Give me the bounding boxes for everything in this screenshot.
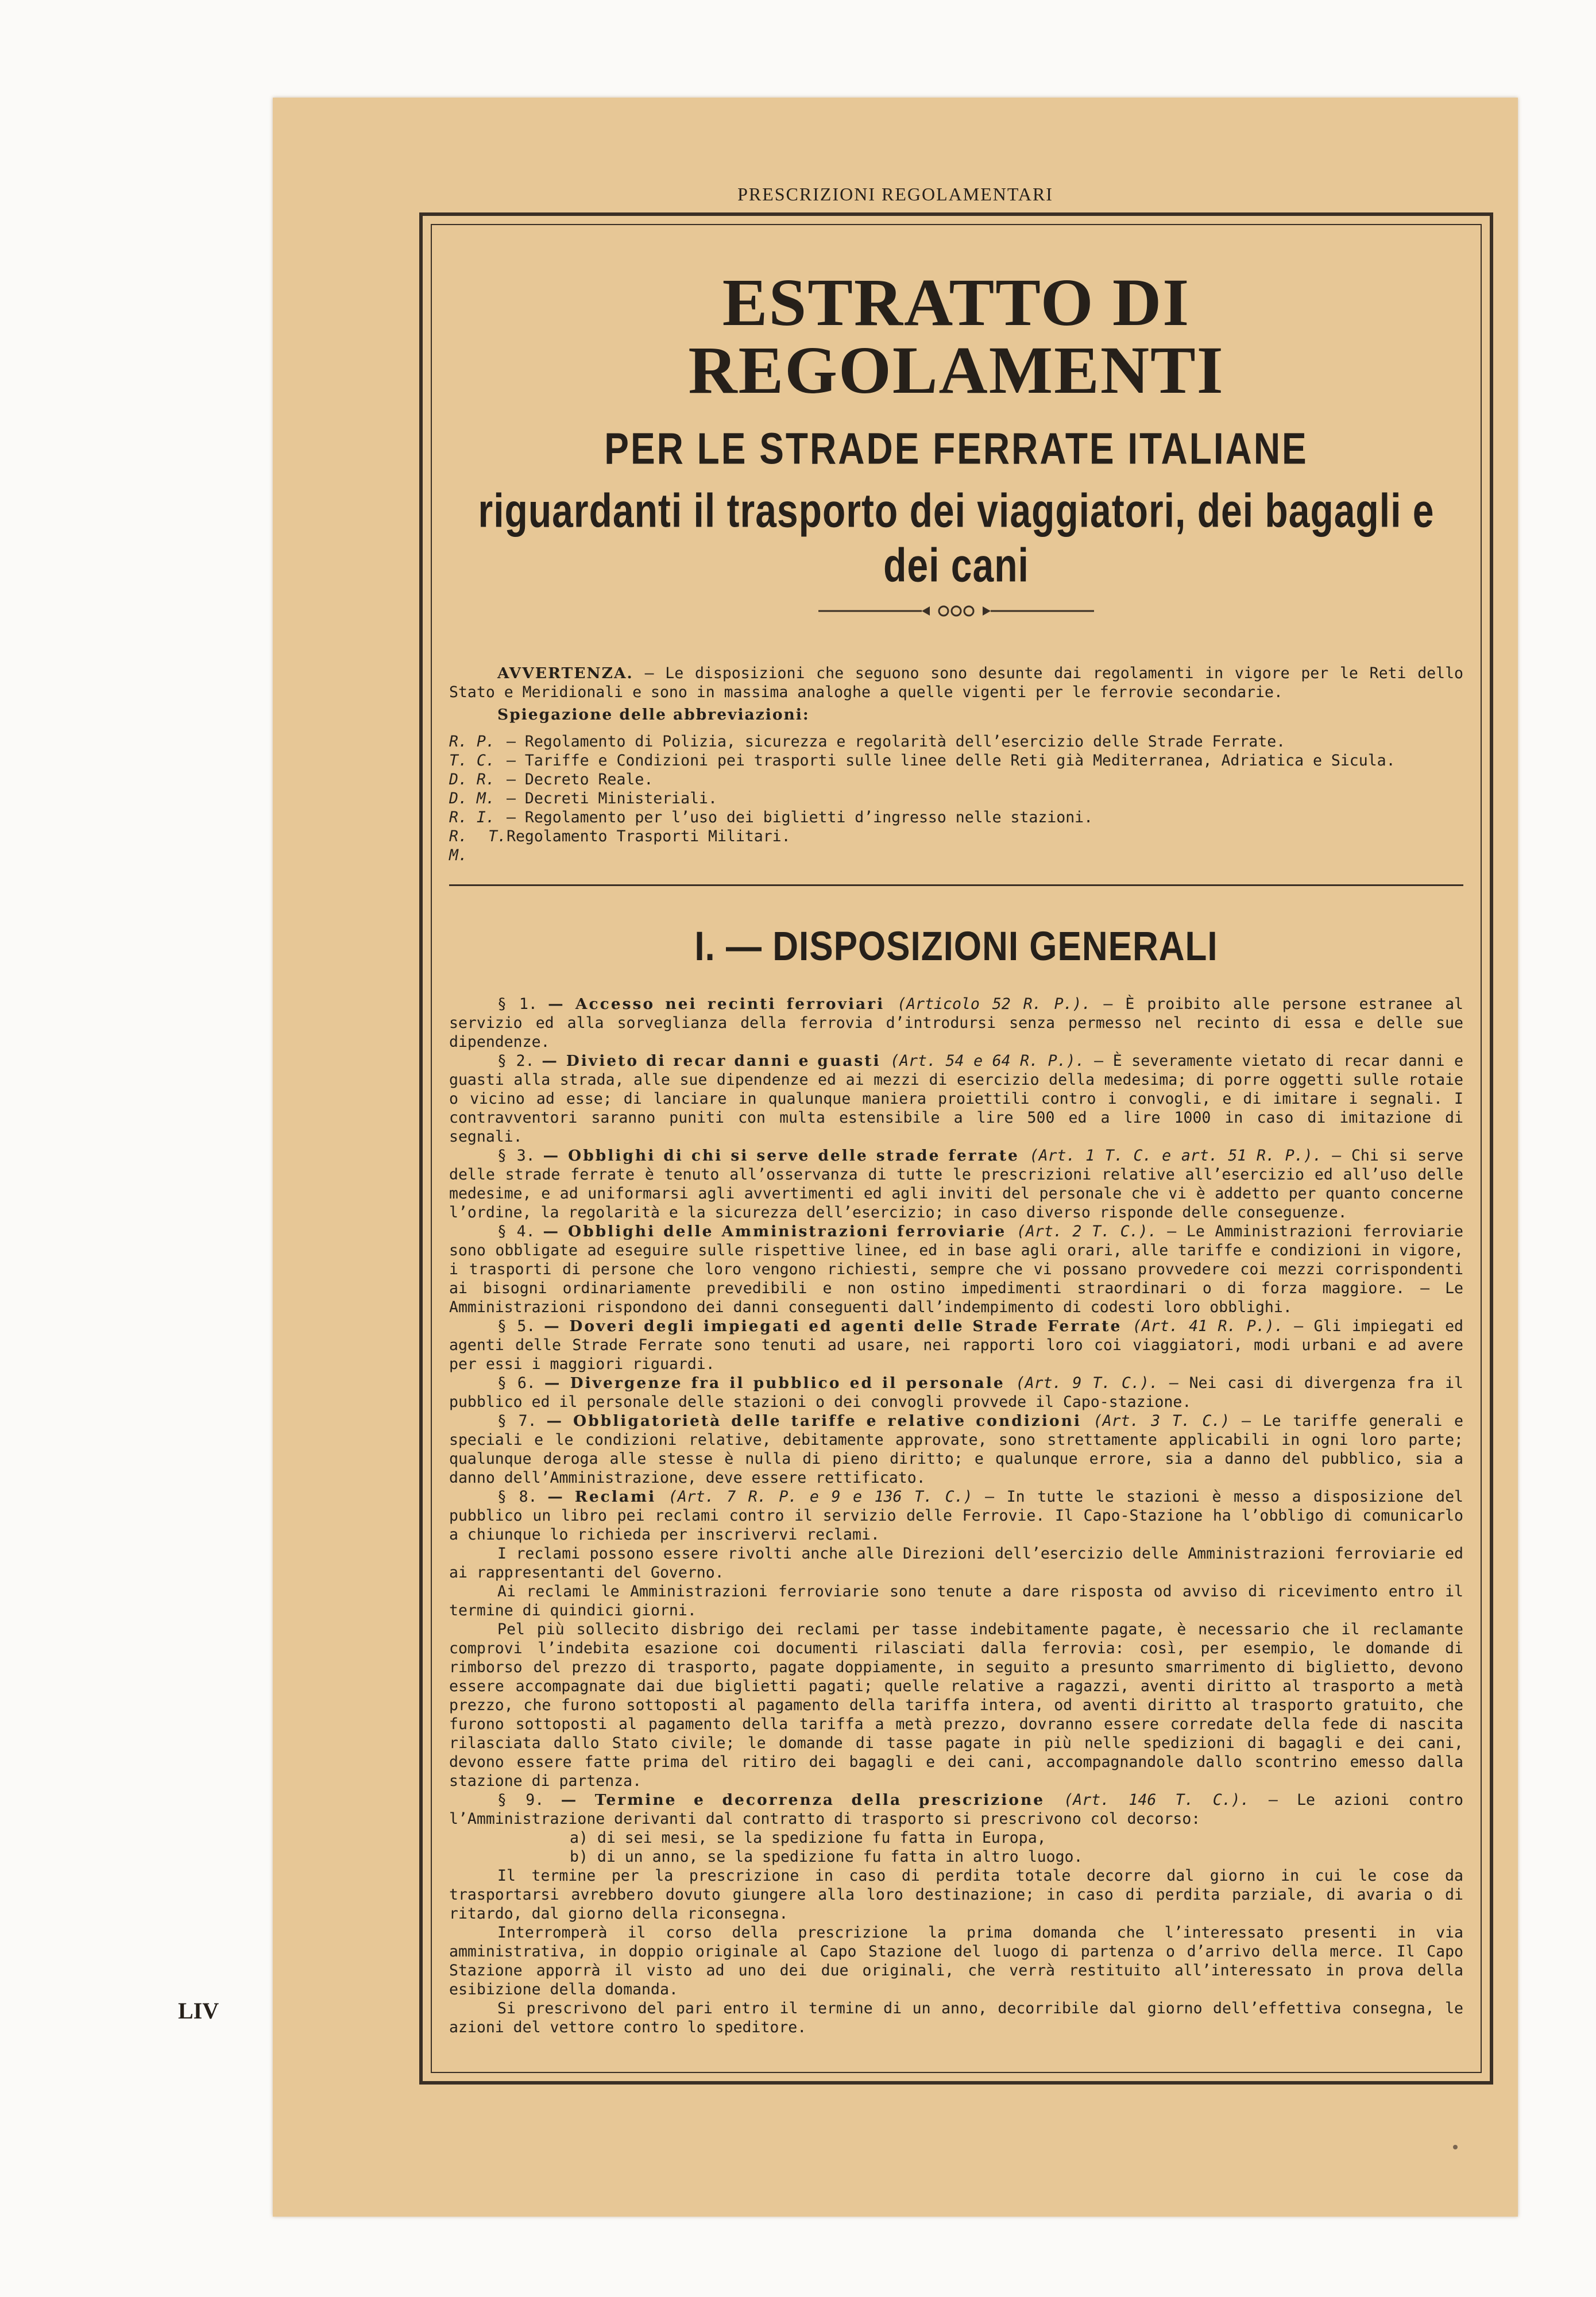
paragraph-number: § 8. (497, 1488, 538, 1506)
paragraph-continuation: Ai reclami le Amministrazioni ferroviarie sono tenute a dare risposta od avviso di ricevimento entro il termine di quindici giorni. (449, 1583, 1463, 1619)
paragraph-title: — Obblighi delle Amministrazioni ferroviarie (535, 1223, 1007, 1240)
abbreviation-key: R. T. M. (449, 827, 507, 864)
abbreviation-item (449, 789, 1463, 808)
paragraph-title: — Doveri degli impiegati ed agenti delle Strade Ferrate (535, 1317, 1122, 1335)
abbreviation-item (449, 751, 1463, 770)
paragraph-reference: (Art. 54 e 64 R. P.). (880, 1052, 1085, 1070)
margin-dot (1453, 2145, 1458, 2149)
abbreviation-value: — Decreto Reale. (507, 771, 654, 788)
paragraph-text: — Chi si serve delle strade ferrate è tenuto all’osservanza di tutte le prescrizioni relative all’esercizio ed all’uso delle medesime, e ad uniformarsi agli avvertimenti ed agli inviti del personale che vi è addetto per quanto concerne l’ordine, la regolarità e la sicurezza dell’esercizio; in caso diverso risponde delle conseguenze. (449, 1147, 1463, 1221)
regulation-paragraph (449, 995, 1463, 1051)
paragraph-reference: (Art. 3 T. C.) (1081, 1412, 1230, 1430)
abbreviation-key: D. R. (449, 771, 495, 788)
paragraph-title: — Divergenze fra il pubblico ed il personale (535, 1374, 1005, 1392)
paragraph-reference: (Art. 7 R. P. e 9 e 136 T. C.) (656, 1488, 973, 1506)
paragraph-reference: (Art. 1 T. C. e art. 51 R. P.). (1019, 1147, 1322, 1165)
abbreviation-value: — Regolamento di Polizia, sicurezza e regolarità dell’esercizio delle Strade Ferrate. (507, 733, 1286, 751)
paragraph-reference: (Art. 41 R. P.). (1122, 1317, 1284, 1335)
abbreviation-value: Regolamento Trasporti Militari. (507, 827, 791, 845)
paragraph-continuation: Si prescrivono del pari entro il termine di un anno, decorribile dal giorno dell’effettiva consegna, le azioni del vettore contro lo speditore. (449, 2000, 1463, 2036)
paragraph-title: — Accesso nei recinti ferroviari (537, 995, 885, 1013)
abbreviation-key: R. I. (449, 809, 495, 826)
abbreviation-key: T. C. (449, 752, 495, 769)
paragraph-text: — Le tariffe generali e speciali e le condizioni relative, debitamente approvate, sono strettamente applicabili in ogni loro parte; qualunque deroga alle stesse è nulla di pieno diritto; e qualunque errore, sia a danno del pubblico, sia a danno dell’Amministrazione, deve essere rettificato. (449, 1412, 1463, 1487)
paragraph-title: — Divieto di recar danni e guasti (534, 1052, 881, 1070)
regulation-sections (449, 995, 1463, 2037)
paragraph-number: § 4. (497, 1223, 535, 1240)
paragraph-reference: (Articolo 52 R. P.). (884, 995, 1091, 1013)
document-title: ESTRATTO DI REGOLAMENTI (688, 265, 1224, 408)
paragraph-continuation: Pel più sollecito disbrigo dei reclami per tasse indebitamente pagate, è necessario che il reclamante comprovi l’indebita esazione coi documenti rilasciati dalla ferrovia: così, per esempio, le domande di rimborso del prezzo di trasporto, pagate doppiamente, in seguito a presunto smarrimento di biglietto, devono essere accompagnate dai due biglietti pagati; quelle relative a ragazzi, aventi diritto al trasporto a metà prezzo, che furono sottoposti al pagamento della tariffa intera, od aventi diritto al trasporto gratuito, che furono sottoposti al pagamento della tariffa a metà prezzo, dovranno essere corredate della fede di nascita rilasciata dallo Stato civile; le domande di tasse pagate in più nelle spedizioni di bagagli e dei cani, devono essere fatte prima del ritiro dei bagagli e dei cani, accompagnandole dallo scontrino emesso dalla stazione di partenza. (449, 1621, 1463, 1790)
paragraph-continuation: I reclami possono essere rivolti anche alle Direzioni dell’esercizio delle Amministrazioni ferroviarie ed ai rappresentanti del Governo. (449, 1545, 1463, 1581)
paragraph-sub-item: b) di un anno, se la spedizione fu fatta in altro luogo. (570, 1848, 1083, 1866)
paragraph-continuation: Il termine per la prescrizione in caso di perdita totale decorre dal giorno in cui le cose da trasportarsi avrebbero dovuto giungere alla loro destinazione; in caso di perdita parziale, di avaria o di ritardo, dal giorno della riconsegna. (449, 1867, 1463, 1923)
abbreviation-value: — Tariffe e Condizioni pei trasporti sulle linee delle Reti già Mediterranea, Adriatica e Sicula. (507, 752, 1396, 769)
regulation-paragraph (449, 1412, 1463, 1487)
page-frame-inner (431, 224, 1482, 2073)
abbreviation-value: — Regolamento per l’uso dei biglietti d’ingresso nelle stazioni. (507, 809, 1093, 826)
section-divider (449, 884, 1463, 886)
regulation-paragraph (449, 1051, 1463, 1146)
abbreviations-list (449, 732, 1463, 865)
paragraph-text: — In tutte le stazioni è messo a disposizione del pubblico un libro pei reclami contro il servizio delle Ferrovie. Il Capo-Stazione ha l’obbligo di comunicarlo a chiunque lo richieda per inscrivervi reclami. (449, 1488, 1463, 1544)
abbreviation-key: R. P. (449, 733, 495, 751)
abbreviation-item (449, 770, 1463, 789)
paragraph-sub-item: a) di sei mesi, se la spedizione fu fatta in Europa, (570, 1829, 1046, 1847)
paragraph-title: — Obblighi di chi si serve delle strade ferrate (535, 1147, 1019, 1165)
paragraph-continuation: Interromperà il corso della prescrizione la prima domanda che l’interessato presenti in via amministrativa, in doppio originale al Capo Stazione del luogo di partenza o d’arrivo della merce. Il Capo Stazione apporrà il visto ad uno dei due originali, che verrà restituito all’interessato in prova della esibizione della domanda. (449, 1924, 1463, 1998)
paragraph-text: — È severamente vietato di recar danni e guasti alla strada, alle sue dipendenze ed ai mezzi di esercizio della medesima; di porre oggetti sulle rotaie o vicino ad esse; di lanciare in qualunque maniera proiettili contro i convogli, e di imitare i segnali. I contravventori saranno puniti con multa estensibile a lire 500 ed a lire 1000 in caso di imitazione di segnali. (449, 1052, 1463, 1146)
abbreviations-heading: Spiegazione delle abbreviazioni: (497, 706, 810, 724)
paragraph-number: § 7. (497, 1412, 537, 1430)
paragraph-number: § 1. (497, 995, 538, 1013)
warning-text: — Le disposizioni che seguono sono desunte dai regolamenti in vigore per le Reti dello Stato e Meridionali e sono in massima analoghe a quelle vigenti per le ferrovie secondarie. (449, 664, 1463, 701)
page-sheet (273, 98, 1518, 2217)
paragraph-title: — Termine e decorrenza della prescrizione (544, 1791, 1045, 1809)
running-head: PRESCRIZIONI REGOLAMENTARI (737, 184, 1053, 204)
paragraph-reference: (Art. 146 T. C.). (1045, 1791, 1250, 1809)
document-subtitle: PER LE STRADE FERRATE ITALIANE (604, 423, 1308, 474)
abbreviation-item (449, 827, 1463, 865)
warning-paragraph (449, 664, 1463, 702)
warning-label: AVVERTENZA. (497, 664, 633, 682)
paragraph-text: — Nei casi di divergenza fra il pubblico ed il personale delle stazioni o dei convogli provvede il Capo-stazione. (449, 1374, 1463, 1411)
paragraph-number: § 3. (497, 1147, 535, 1165)
paragraph-reference: (Art. 2 T. C.). (1006, 1223, 1157, 1240)
regulation-paragraph (449, 1317, 1463, 1374)
paragraph-title: — Obbligatorietà delle tariffe e relative condizioni (536, 1412, 1081, 1430)
abbreviation-item (449, 732, 1463, 751)
paragraph-title: — Reclami (537, 1488, 656, 1506)
page-number: LIV (178, 1998, 219, 2024)
paragraph-number: § 9. (497, 1791, 544, 1809)
abbreviation-key: D. M. (449, 790, 495, 807)
paragraph-reference: (Art. 9 T. C.). (1004, 1374, 1158, 1392)
abbreviation-value: — Decreti Ministeriali. (507, 790, 717, 807)
paragraph-text: — È proibito alle persone estranee al servizio ed alla sorveglianza della ferrovia d’introdursi senza permesso nel recinto di essa e delle sue dipendenze. (449, 995, 1463, 1051)
section-heading: I. — DISPOSIZIONI GENERALI (694, 923, 1218, 970)
paragraph-number: § 2. (497, 1052, 535, 1070)
ornament-divider-icon (818, 604, 1094, 618)
regulation-paragraph (449, 1222, 1463, 1317)
page-frame (419, 212, 1493, 2085)
regulation-paragraph (449, 1146, 1463, 1222)
paragraph-number: § 5. (497, 1317, 536, 1335)
paragraph-text: — Gli impiegati ed agenti delle Strade Ferrate sono tenuti ad usare, nei rapporti loro coi viaggiatori, modi urbani e ad avere per essi i maggiori riguardi. (449, 1317, 1463, 1373)
paragraph-number: § 6. (497, 1374, 536, 1392)
document-subheading: riguardanti il trasporto dei viaggiatori, dei bagagli e dei cani (478, 484, 1435, 591)
paragraph-text: — Le azioni contro l’Amministrazione derivanti dal contratto di trasporto si prescrivono col decorso: (449, 1791, 1463, 1828)
regulation-paragraph (449, 1791, 1463, 1828)
abbreviation-item (449, 808, 1463, 827)
regulation-paragraph (449, 1374, 1463, 1412)
paragraph-text: — Le Amministrazioni ferroviarie sono obbligate ad eseguire sulle rispettive linee, ed in base agli orari, alle tariffe e condizioni in vigore, i trasporti di persone che loro vengono richiesti, sempre che vi possano provvedere coi mezzi corrispondenti ai bisogni ordinariamente prevedibili e non ostino impedimenti straordinari o di forza maggiore. — Le Amministrazioni rispondono dei danni conseguenti dall’indempimento di codesti loro obblighi. (449, 1223, 1463, 1316)
regulation-paragraph (449, 1487, 1463, 1544)
